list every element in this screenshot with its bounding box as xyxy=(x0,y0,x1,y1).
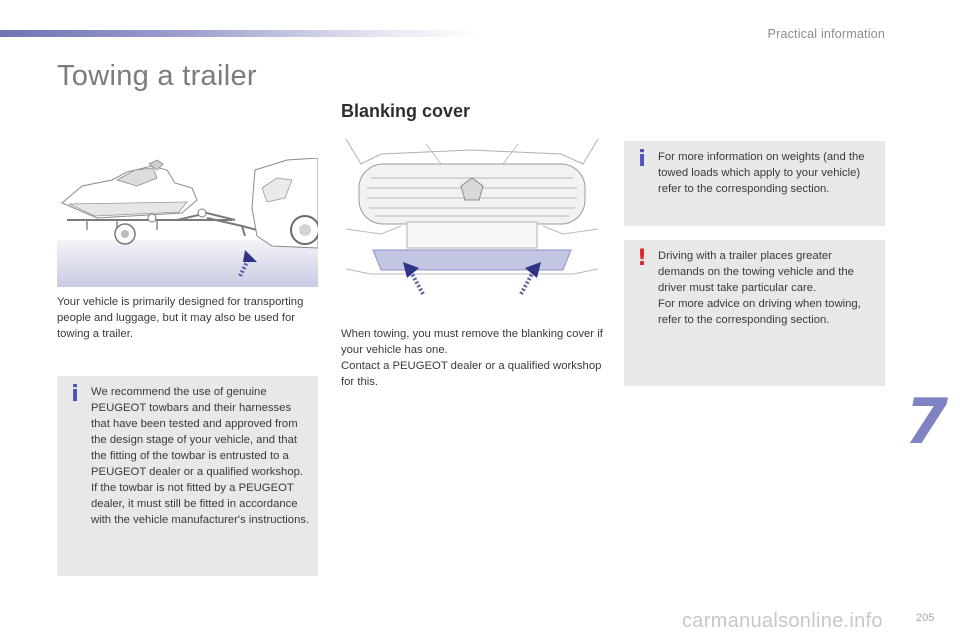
towbar-note-text: We recommend the use of genuine PEUGEOT towbars and their harnesses that have been tested and approved from the design stage of your vehicle, and that the fitting of the towbar is entrusted to a PEUGEOT dealer or a qualified workshop. If the towbar is not fitted by a PEUGEOT dealer, it must still be fitted in accordance with the vehicle manufacturer's instructions. xyxy=(91,386,310,526)
page-number: 205 xyxy=(916,612,935,624)
warning-note-text: Driving with a trailer places greater demands on the towing vehicle and the driver must take particular care. For more advice on driving when towing, refer to the corresponding section. xyxy=(658,250,861,326)
weights-note-text: For more information on weights (and the towed loads which apply to your vehicle) refer to the corresponding section. xyxy=(658,151,865,195)
watermark: carmanualsonline.info xyxy=(682,610,883,632)
driving-warning-note xyxy=(624,240,885,386)
section-header: Practical information xyxy=(767,27,885,41)
warning-icon: ! xyxy=(636,246,648,271)
weights-info-note xyxy=(624,141,885,226)
header-accent-bar xyxy=(0,30,480,37)
info-icon: i xyxy=(71,382,79,407)
trailer-illustration xyxy=(57,158,318,287)
towbar-info-note xyxy=(57,376,318,576)
blanking-cover-illustration xyxy=(341,134,603,308)
intro-paragraph: Your vehicle is primarily designed for transporting people and luggage, but it may also be used for towing a trailer. xyxy=(57,296,304,340)
blanking-cover-paragraph: When towing, you must remove the blanking cover if your vehicle has one. Contact a PEUGEOT dealer or a qualified workshop for this. xyxy=(341,328,603,388)
section-subtitle: Blanking cover xyxy=(341,101,471,121)
chapter-number: 7 xyxy=(905,385,949,458)
info-icon: i xyxy=(638,147,646,172)
page-title: Towing a trailer xyxy=(57,60,257,92)
